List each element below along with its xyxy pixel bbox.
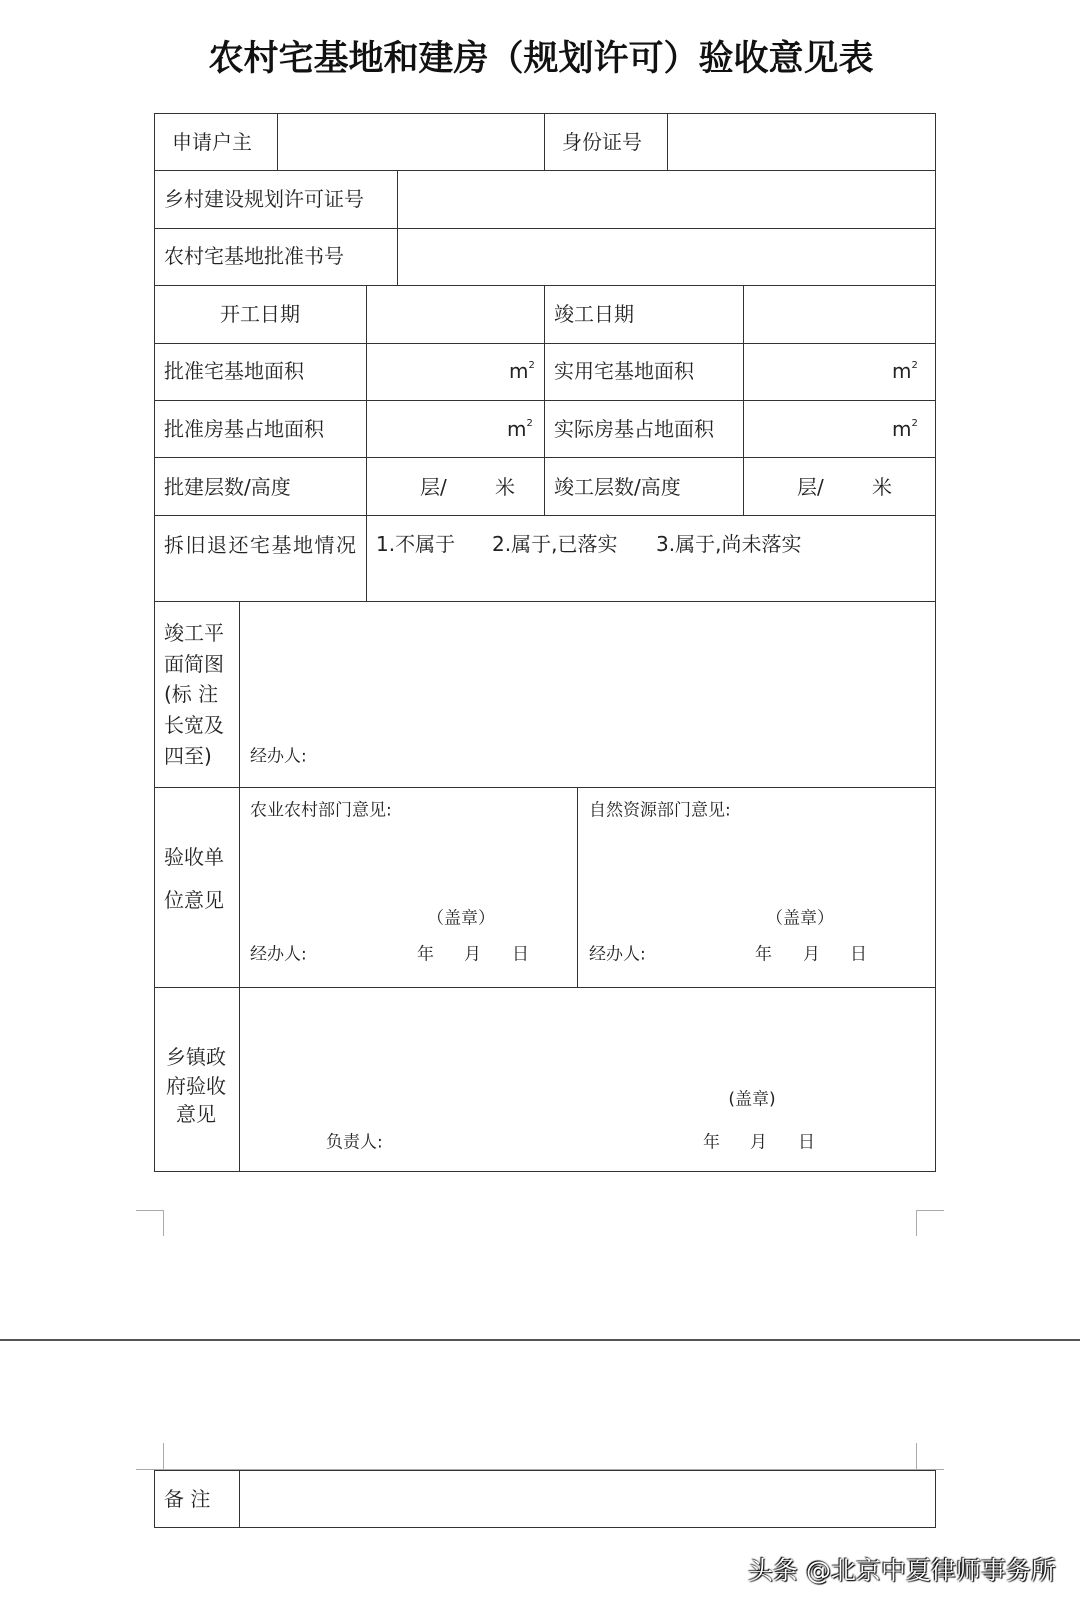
- floors-unit: 层/: [420, 475, 447, 499]
- watermark: 头条 @北京中夏律师事务所: [748, 1556, 1056, 1585]
- acceptance-label-line: 位意见: [164, 888, 224, 912]
- planning-permit-field[interactable]: [398, 171, 934, 227]
- sketch-label-line: 长宽及: [164, 713, 224, 737]
- start-date-field[interactable]: [367, 286, 543, 342]
- unit-m2: $m^2$: [892, 417, 918, 441]
- approved-footprint-area-label: 批准房基占地面积: [164, 417, 324, 441]
- month-label: 月: [464, 944, 481, 965]
- seal-label: (盖章): [728, 1089, 776, 1110]
- handler-label: 经办人:: [589, 944, 646, 965]
- completion-date-field[interactable]: [744, 286, 934, 342]
- homestead-approval-label: 农村宅基地批准书号: [164, 244, 344, 268]
- township-label-line: 府验收: [166, 1074, 226, 1098]
- sketch-label-line: 竣工平: [164, 621, 224, 645]
- id-number-label: 身份证号: [562, 130, 642, 154]
- day-label: 日: [850, 944, 867, 965]
- actual-homestead-area-label: 实用宅基地面积: [554, 359, 694, 383]
- approved-homestead-area-label: 批准宅基地面积: [164, 359, 304, 383]
- unit-m2: $m^2$: [509, 359, 535, 383]
- remarks-label: 备 注: [164, 1487, 211, 1511]
- floors-unit: 层/: [797, 475, 824, 499]
- form-title: 农村宅基地和建房（规划许可）验收意见表: [208, 39, 874, 79]
- handler-label: 经办人:: [250, 944, 307, 965]
- unit-m2: $m^2$: [892, 359, 918, 383]
- year-label: 年: [703, 1132, 720, 1153]
- planning-permit-label: 乡村建设规划许可证号: [164, 187, 364, 211]
- sketch-label-line: 四至): [164, 744, 212, 768]
- seal-label: （盖章）: [766, 908, 834, 929]
- month-label: 月: [750, 1132, 767, 1153]
- approved-floors-label: 批建层数/高度: [164, 475, 291, 499]
- demolition-option[interactable]: 1.不属于: [376, 532, 456, 556]
- agri-dept-opinion-label: 农业农村部门意见:: [250, 800, 392, 821]
- remarks-field[interactable]: [240, 1471, 934, 1526]
- day-label: 日: [512, 944, 529, 965]
- id-number-field[interactable]: [668, 114, 934, 169]
- month-label: 月: [803, 944, 820, 965]
- acceptance-label-line: 验收单: [164, 845, 224, 869]
- completed-floors-label: 竣工层数/高度: [554, 475, 681, 499]
- homestead-approval-field[interactable]: [398, 229, 934, 284]
- sketch-label-line: (标 注: [164, 682, 219, 706]
- applicant-label: 申请户主: [172, 130, 252, 154]
- township-label-line: 乡镇政: [166, 1045, 226, 1069]
- page-separator: [0, 1339, 1080, 1341]
- demolition-label: 拆旧退还宅基地情况: [164, 533, 358, 557]
- demolition-option[interactable]: 3.属于,尚未落实: [656, 532, 802, 556]
- seal-label: （盖章）: [427, 908, 495, 929]
- sketch-label-line: 面简图: [164, 652, 224, 676]
- township-label-line: 意见: [176, 1102, 216, 1126]
- day-label: 日: [798, 1132, 815, 1153]
- meter-unit: 米: [495, 475, 515, 499]
- natural-resources-opinion-label: 自然资源部门意见:: [589, 800, 731, 821]
- actual-footprint-area-label: 实际房基占地面积: [554, 417, 714, 441]
- start-date-label: 开工日期: [220, 302, 300, 326]
- handler-label: 经办人:: [250, 746, 307, 767]
- demolition-option[interactable]: 2.属于,已落实: [492, 532, 618, 556]
- year-label: 年: [755, 944, 772, 965]
- applicant-field[interactable]: [278, 114, 543, 169]
- meter-unit: 米: [872, 475, 892, 499]
- unit-m2: $m^2$: [507, 417, 533, 441]
- responsible-person-label: 负责人:: [326, 1132, 383, 1153]
- completion-date-label: 竣工日期: [554, 302, 634, 326]
- year-label: 年: [417, 944, 434, 965]
